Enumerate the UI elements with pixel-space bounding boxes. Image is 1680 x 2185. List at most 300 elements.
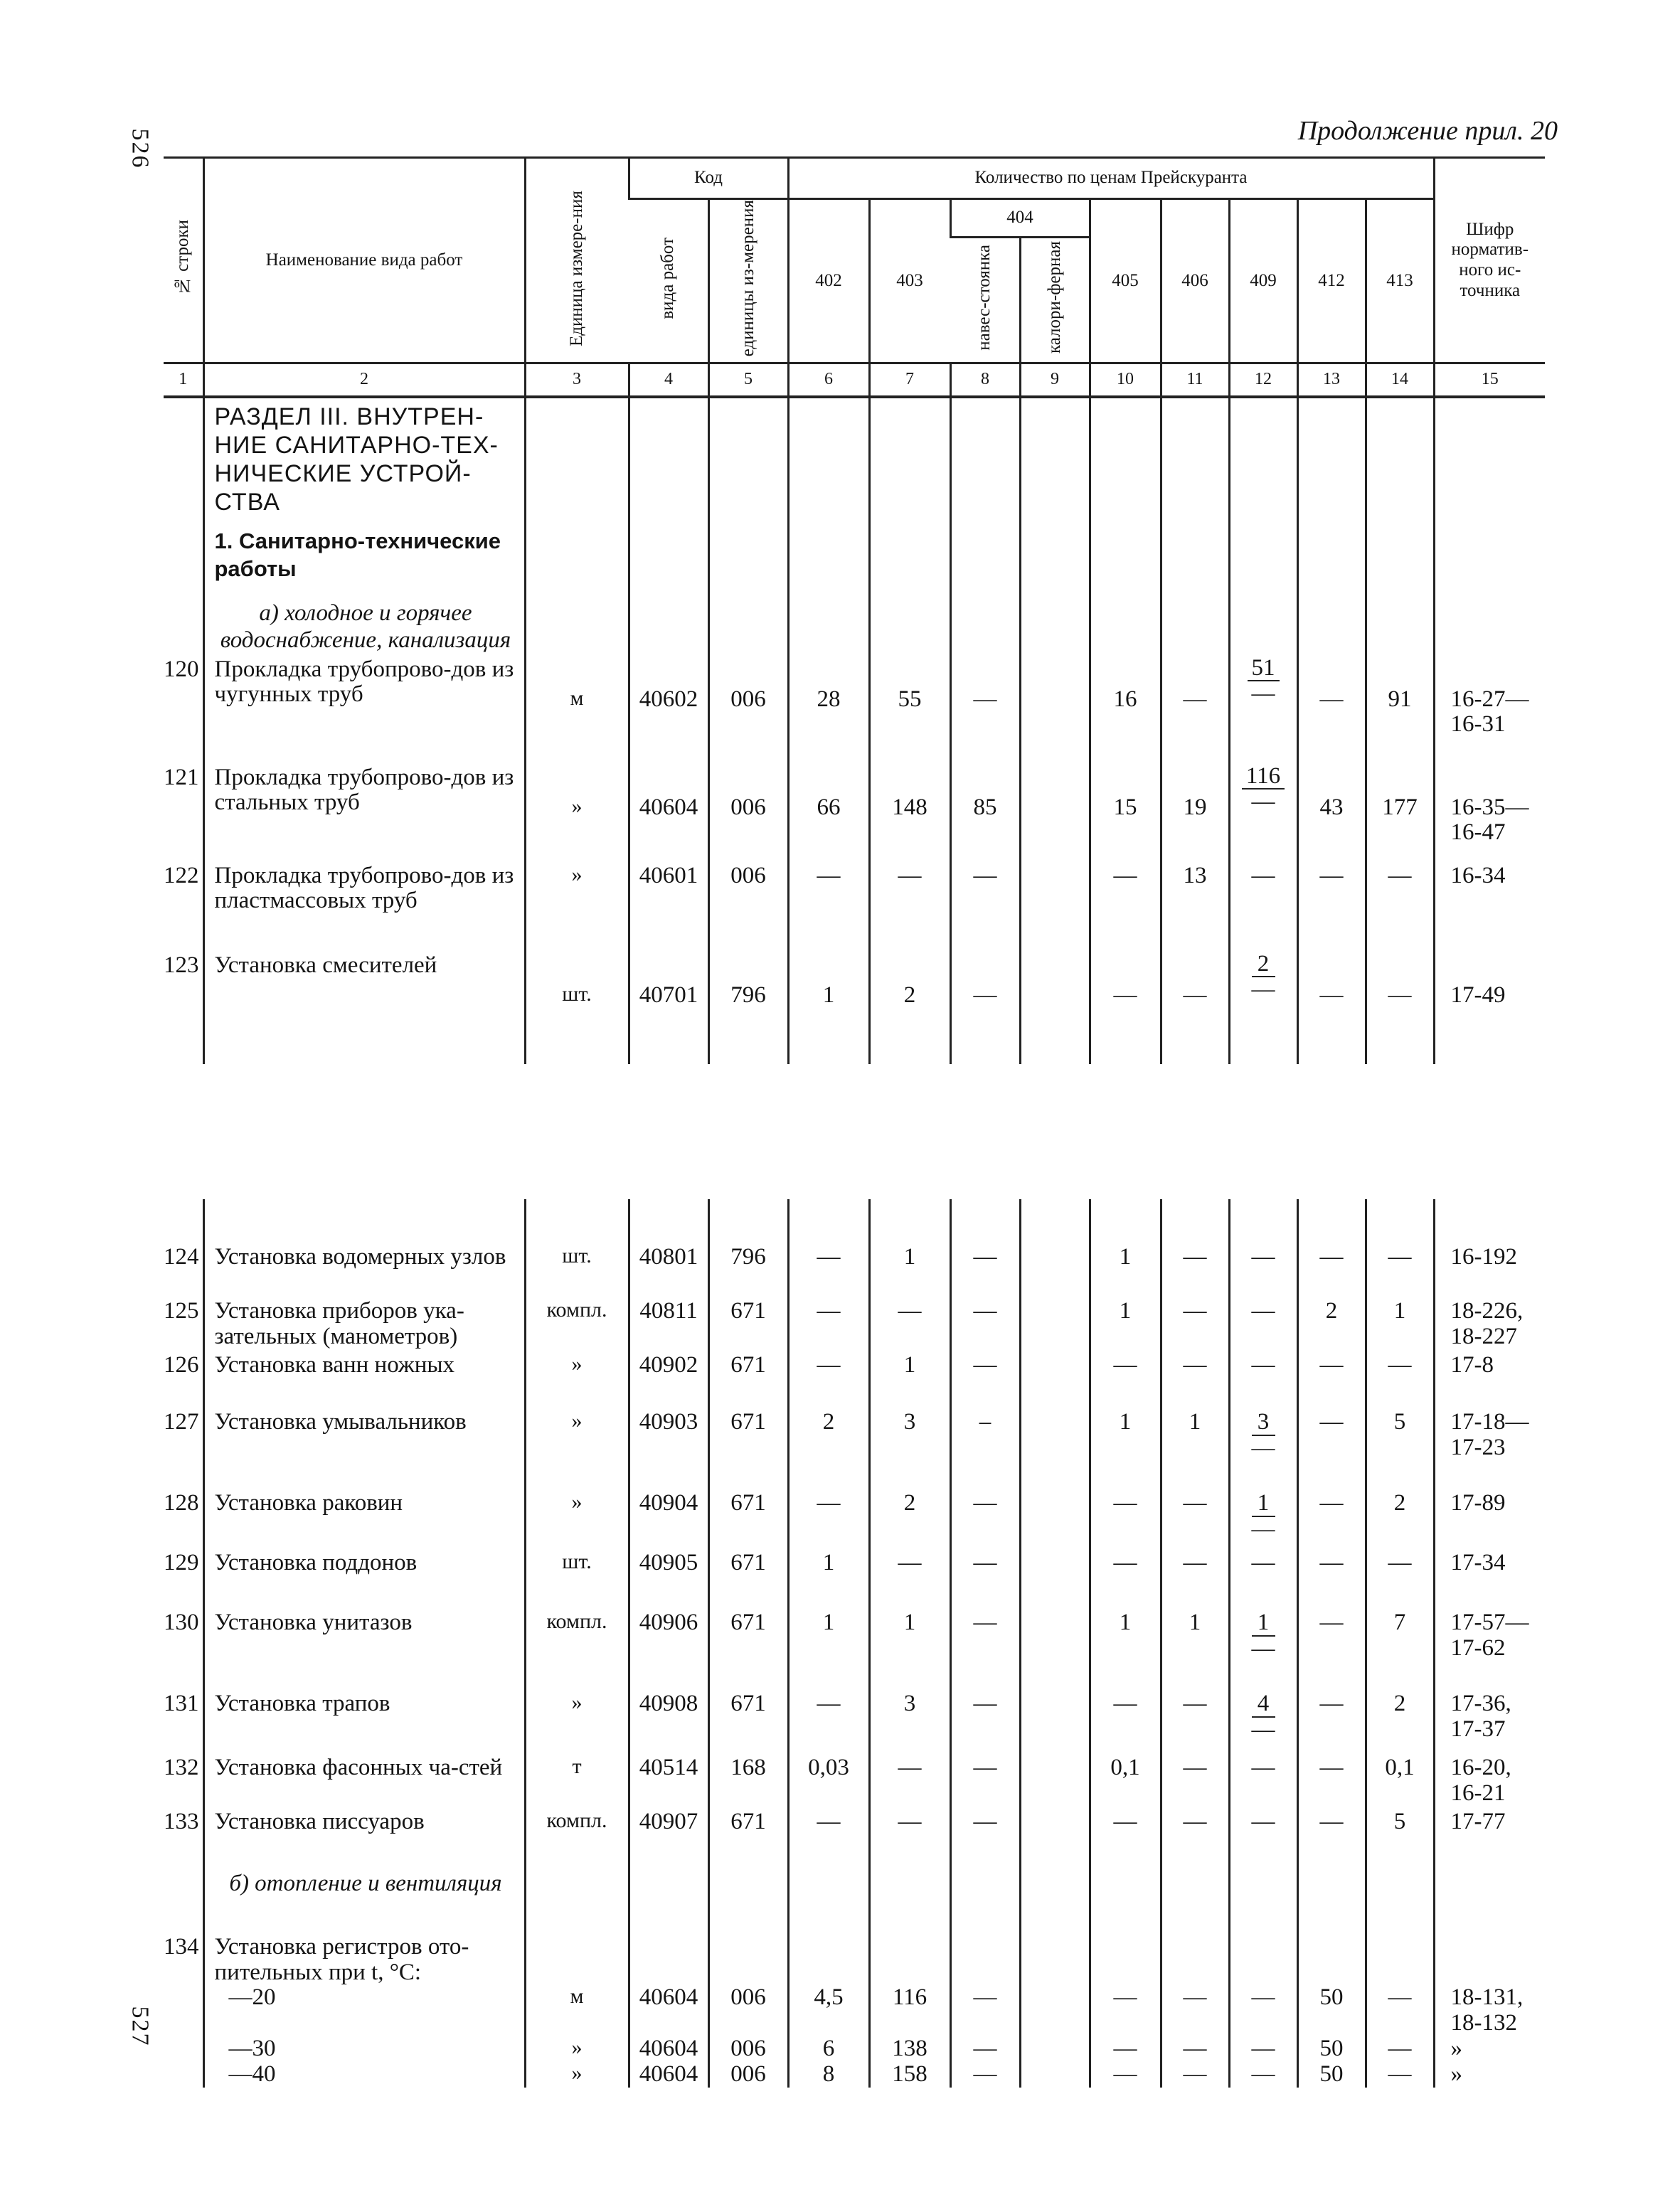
unit: » [525,1407,629,1488]
qty-402: 1 [788,1548,869,1607]
fraction-value [1248,656,1280,706]
qty-402: 28 [788,654,869,762]
unit: » [525,2036,629,2062]
qty-403: 1 [869,1350,950,1407]
work-name: Прокладка трубопрово-дов из стальных труб [203,762,525,861]
qty-403: 3 [869,1689,950,1753]
qty-412: 50 [1297,1985,1366,2036]
work-name: Установка умывальников [203,1407,525,1488]
qty-409: — [1229,2062,1297,2088]
qty-402: 1 [788,950,869,1064]
qty-412: — [1297,1350,1366,1407]
qty-404-shed: — [950,1753,1020,1807]
qty-413: — [1366,2062,1434,2088]
qty-409 [1229,654,1297,762]
qty-406: — [1161,1807,1229,1871]
header-409: 409 [1229,199,1297,363]
unit-code: 168 [708,1753,788,1807]
qty-405: — [1090,1807,1161,1871]
qty-412: — [1297,1607,1366,1689]
work-code: 40906 [629,1607,708,1689]
work-name: Установка писсуаров [203,1807,525,1871]
table-header [164,156,1545,398]
qty-409 [1229,1607,1297,1689]
source-code: 16-34 [1434,861,1545,950]
fraction-numerator: 3 [1252,1410,1275,1436]
row-number: 121 [164,764,199,790]
work-name: Установка фасонных ча-стей [203,1753,525,1807]
table-body-lower [164,1199,1545,2088]
source-code: » [1434,2062,1545,2088]
qty-409: — [1229,1296,1297,1350]
work-code: 40701 [629,950,708,1064]
qty-402: — [788,1296,869,1350]
qty-413: 5 [1366,1407,1434,1488]
row-number: 125 [164,1298,199,1324]
qty-405: 16 [1090,654,1161,762]
qty-412: — [1297,1242,1366,1296]
row-number: 129 [164,1550,199,1575]
fraction-value [1252,1491,1275,1541]
fraction-denominator: — [1251,1635,1275,1662]
unit-code: 671 [708,1689,788,1753]
unit: » [525,2062,629,2088]
fraction-numerator: 116 [1242,764,1285,790]
row-number: 128 [164,1490,199,1516]
col-num: 12 [1229,363,1297,398]
work-name: Установка раковин [203,1488,525,1548]
unit: компл. [525,1607,629,1689]
table-row [164,1296,1545,1350]
qty-402: 4,5 [788,1985,869,2036]
qty-406: 19 [1161,762,1229,861]
fraction-value [1252,952,1275,1002]
qty-406: 13 [1161,861,1229,950]
table-row [164,950,1545,1064]
header-404-calorifer: калори-ферная [1020,238,1090,363]
fraction-numerator: 4 [1252,1691,1275,1718]
work-code: 40904 [629,1488,708,1548]
qty-402: — [788,1689,869,1753]
unit-code: 006 [708,1985,788,2036]
unit-code: 006 [708,2062,788,2088]
fraction-denominator: — [1251,1435,1275,1461]
qty-402: 2 [788,1407,869,1488]
section-cell [203,398,525,654]
row-number: 130 [164,1610,199,1635]
qty-404-shed: — [950,1350,1020,1407]
qty-404-shed: — [950,1689,1020,1753]
qty-404-calorifer [1020,1296,1090,1350]
qty-412: — [1297,1407,1366,1488]
qty-403: 2 [869,950,950,1064]
temperature-label: —30 [203,2036,525,2062]
col-num: 7 [869,363,950,398]
qty-405: — [1090,1350,1161,1407]
col-num: 9 [1020,363,1090,398]
unit: шт. [525,950,629,1064]
qty-406: — [1161,1753,1229,1807]
qty-404-calorifer [1020,1753,1090,1807]
qty-405: — [1090,1548,1161,1607]
qty-412: — [1297,1753,1366,1807]
fraction-numerator: 1 [1252,1491,1275,1517]
fraction-value [1252,1691,1275,1742]
work-code: 40602 [629,654,708,762]
source-code: 17-18— 17-23 [1434,1407,1545,1488]
work-name: Установка регистров ото-пительных при t, °С: [203,1935,525,1985]
table-subrow [164,2036,1545,2062]
qty-403: 55 [869,654,950,762]
qty-409: — [1229,2036,1297,2062]
qty-402: — [788,1242,869,1296]
source-code: 16-20, 16-21 [1434,1753,1545,1807]
qty-403: 3 [869,1407,950,1488]
qty-403: — [869,1807,950,1871]
running-head: Продолжение прил. 20 [1297,116,1558,146]
fraction-numerator: 51 [1248,656,1280,682]
unit-code: 006 [708,2036,788,2062]
qty-403: — [869,1753,950,1807]
unit: » [525,1488,629,1548]
source-code: 17-49 [1434,950,1545,1064]
source-code: 16-35— 16-47 [1434,762,1545,861]
unit: » [525,762,629,861]
fraction-value [1252,1410,1275,1460]
qty-404-calorifer [1020,654,1090,762]
qty-404-calorifer [1020,861,1090,950]
row-number: 127 [164,1409,199,1435]
table-row [164,1488,1545,1548]
qty-412: — [1297,861,1366,950]
unit: шт. [525,1548,629,1607]
qty-404-shed: — [950,1807,1020,1871]
section-row [164,398,1545,654]
qty-405: — [1090,1689,1161,1753]
qty-413: — [1366,1242,1434,1296]
table-spacer [164,1199,1545,1242]
col-num: 15 [1434,363,1545,398]
header-402: 402 [788,199,869,363]
col-num: 14 [1366,363,1434,398]
source-code: 17-34 [1434,1548,1545,1607]
qty-413: — [1366,2036,1434,2062]
source-code: 17-8 [1434,1350,1545,1407]
qty-404-calorifer [1020,1607,1090,1689]
qty-404-shed: — [950,950,1020,1064]
unit-code: 796 [708,950,788,1064]
qty-404-calorifer [1020,1807,1090,1871]
qty-409 [1229,950,1297,1064]
temperature-label: —20 [203,1985,525,2036]
qty-412: — [1297,1807,1366,1871]
qty-406: — [1161,2036,1229,2062]
qty-412: — [1297,950,1366,1064]
table-row [164,861,1545,950]
qty-403: 1 [869,1607,950,1689]
qty-405: — [1090,2036,1161,2062]
qty-404-shed: — [950,1296,1020,1350]
qty-413: — [1366,1350,1434,1407]
qty-412: — [1297,1488,1366,1548]
group-a-title: а) холодное и горячее водоснабжение, канализация [220,600,511,653]
qty-404-shed: — [950,654,1020,762]
qty-406: — [1161,1689,1229,1753]
qty-404-calorifer [1020,1488,1090,1548]
qty-409: — [1229,1242,1297,1296]
table-row [164,1935,1545,1985]
work-code: 40811 [629,1296,708,1350]
page-number-top: 526 [127,128,154,169]
row-number: 132 [164,1755,199,1780]
subsection-title: 1. Санитарно-технические работы [214,528,501,582]
table-row [164,1350,1545,1407]
group-b-row [164,1871,1545,1935]
unit-code: 671 [708,1548,788,1607]
qty-412: 50 [1297,2062,1366,2088]
qty-404-calorifer [1020,1985,1090,2036]
work-name: Установка водомерных узлов [203,1242,525,1296]
table-subrow [164,2062,1545,2088]
fraction-denominator: — [1251,977,1275,1003]
qty-413: 91 [1366,654,1434,762]
work-code: 40604 [629,1985,708,2036]
table-row [164,1753,1545,1807]
qty-406: 1 [1161,1607,1229,1689]
qty-409 [1229,1407,1297,1488]
qty-406: — [1161,1296,1229,1350]
col-num: 5 [708,363,788,398]
qty-404-shed: — [950,1607,1020,1689]
qty-404-shed: — [950,1548,1020,1607]
header-404: 404 [950,199,1090,238]
header-404-shed: навес-стоянка [950,238,1020,363]
qty-413: 0,1 [1366,1753,1434,1807]
qty-409 [1229,1689,1297,1753]
qty-403: — [869,1548,950,1607]
unit: м [525,654,629,762]
unit-code: 006 [708,762,788,861]
qty-405: 1 [1090,1296,1161,1350]
col-num: 1 [164,363,203,398]
qty-402: 0,03 [788,1753,869,1807]
qty-409: — [1229,1985,1297,2036]
qty-405: 1 [1090,1607,1161,1689]
qty-403: 138 [869,2036,950,2062]
row-number: 124 [164,1244,199,1270]
qty-404-calorifer [1020,2036,1090,2062]
unit: » [525,1350,629,1407]
header-403: 403 [869,199,950,363]
qty-404-shed: — [950,861,1020,950]
col-num: 10 [1090,363,1161,398]
qty-406: — [1161,1242,1229,1296]
unit: » [525,1689,629,1753]
unit-code: 671 [708,1807,788,1871]
qty-405: 1 [1090,1242,1161,1296]
qty-412: 43 [1297,762,1366,861]
work-code: 40907 [629,1807,708,1871]
qty-403: — [869,1296,950,1350]
qty-406: — [1161,1985,1229,2036]
header-number-row [164,363,1545,398]
table-row [164,1607,1545,1689]
qty-413: 7 [1366,1607,1434,1689]
work-name: Установка трапов [203,1689,525,1753]
unit-code: 671 [708,1407,788,1488]
work-code: 40801 [629,1242,708,1296]
qty-404-shed: – [950,1407,1020,1488]
qty-413: 1 [1366,1296,1434,1350]
qty-409: — [1229,1753,1297,1807]
unit: м [525,1985,629,2036]
qty-406: 1 [1161,1407,1229,1488]
qty-409: — [1229,1548,1297,1607]
qty-409: — [1229,861,1297,950]
qty-413: 2 [1366,1689,1434,1753]
qty-402: — [788,1807,869,1871]
source-code: » [1434,2036,1545,2062]
qty-403: 148 [869,762,950,861]
source-code: 17-89 [1434,1488,1545,1548]
qty-404-calorifer [1020,762,1090,861]
fraction-denominator: — [1251,789,1275,815]
unit-code: 006 [708,654,788,762]
unit-code: 671 [708,1488,788,1548]
qty-404-shed: — [950,2062,1020,2088]
qty-404-shed: — [950,1985,1020,2036]
group-b-title: б) отопление и вентиляция [229,1871,502,1896]
qty-409: — [1229,1807,1297,1871]
col-num: 11 [1161,363,1229,398]
work-code: 40902 [629,1350,708,1407]
qty-404-calorifer [1020,1242,1090,1296]
fraction-denominator: — [1251,1716,1275,1743]
header-qty-group: Количество по ценам Прейскуранта [788,158,1434,199]
qty-404-calorifer [1020,1689,1090,1753]
header-unit: Единица измере-ния [525,158,629,363]
qty-404-calorifer [1020,950,1090,1064]
qty-406: — [1161,1350,1229,1407]
work-code: 40604 [629,2036,708,2062]
qty-404-shed: 85 [950,762,1020,861]
qty-413: 177 [1366,762,1434,861]
temperature-label: —40 [203,2062,525,2088]
work-code: 40905 [629,1548,708,1607]
work-code: 40604 [629,762,708,861]
header-code-unit: единицы из-мерения [708,199,788,363]
work-name: Прокладка трубопрово-дов из пластмассовых труб [203,861,525,950]
qty-403: 1 [869,1242,950,1296]
fraction-denominator: — [1251,1516,1275,1542]
qty-405: 0,1 [1090,1753,1161,1807]
page-number-bottom: 527 [127,2006,154,2047]
header-code-work: вида работ [629,199,708,363]
qty-405: 15 [1090,762,1161,861]
unit: т [525,1753,629,1807]
qty-406: — [1161,950,1229,1064]
qty-403: — [869,861,950,950]
qty-404-calorifer [1020,2062,1090,2088]
qty-402: — [788,1488,869,1548]
qty-404-shed: — [950,2036,1020,2062]
unit: компл. [525,1807,629,1871]
unit-code: 671 [708,1296,788,1350]
qty-413: 5 [1366,1807,1434,1871]
qty-413: 2 [1366,1488,1434,1548]
work-code: 40903 [629,1407,708,1488]
qty-412: 50 [1297,2036,1366,2062]
unit-code: 006 [708,861,788,950]
unit-code: 671 [708,1607,788,1689]
qty-404-calorifer [1020,1407,1090,1488]
source-code: 17-36, 17-37 [1434,1689,1545,1753]
col-num: 3 [525,363,629,398]
unit: » [525,861,629,950]
row-number: 122 [164,862,199,888]
header-406: 406 [1161,199,1229,363]
table-subrow [164,1985,1545,2036]
table-row [164,654,1545,762]
table-row [164,1407,1545,1488]
table-row [164,1242,1545,1296]
qty-402: — [788,1350,869,1407]
work-name: Установка поддонов [203,1548,525,1607]
work-name: Установка унитазов [203,1607,525,1689]
qty-405: — [1090,2062,1161,2088]
fraction-numerator: 1 [1252,1610,1275,1637]
work-code: 40908 [629,1689,708,1753]
unit: компл. [525,1296,629,1350]
table-row [164,762,1545,861]
col-num: 8 [950,363,1020,398]
col-num: 6 [788,363,869,398]
qty-409 [1229,762,1297,861]
table-row [164,1689,1545,1753]
qty-409: — [1229,1350,1297,1407]
row-number: 126 [164,1352,199,1378]
qty-405: — [1090,950,1161,1064]
qty-402: 66 [788,762,869,861]
qty-403: 116 [869,1985,950,2036]
qty-404-calorifer [1020,1350,1090,1407]
header-name: Наименование вида работ [203,158,525,363]
qty-402: 1 [788,1607,869,1689]
unit: шт. [525,1242,629,1296]
qty-405: — [1090,1488,1161,1548]
qty-406: — [1161,1548,1229,1607]
work-name: Прокладка трубопрово-дов из чугунных труб [203,654,525,762]
header-413: 413 [1366,199,1434,363]
qty-402: — [788,861,869,950]
qty-404-shed: — [950,1488,1020,1548]
unit-code: 796 [708,1242,788,1296]
col-num: 4 [629,363,708,398]
source-code: 18-226, 18-227 [1434,1296,1545,1350]
table-body-upper [164,398,1545,1064]
source-code: 18-131, 18-132 [1434,1985,1545,2036]
header-source: Шифр норматив-ного ис-точника [1434,158,1545,363]
table-row [164,1548,1545,1607]
fraction-denominator: — [1251,681,1275,707]
source-code: 17-57— 17-62 [1434,1607,1545,1689]
work-code: 40604 [629,2062,708,2088]
work-code: 40514 [629,1753,708,1807]
section-title: РАЗДЕЛ III. ВНУТРЕН-НИЕ САНИТАРНО-ТЕХ-НИЧЕСКИЕ УСТРОЙ-СТВА [214,403,499,516]
qty-406: — [1161,2062,1229,2088]
table-row [164,1807,1545,1871]
row-number: 133 [164,1809,199,1834]
